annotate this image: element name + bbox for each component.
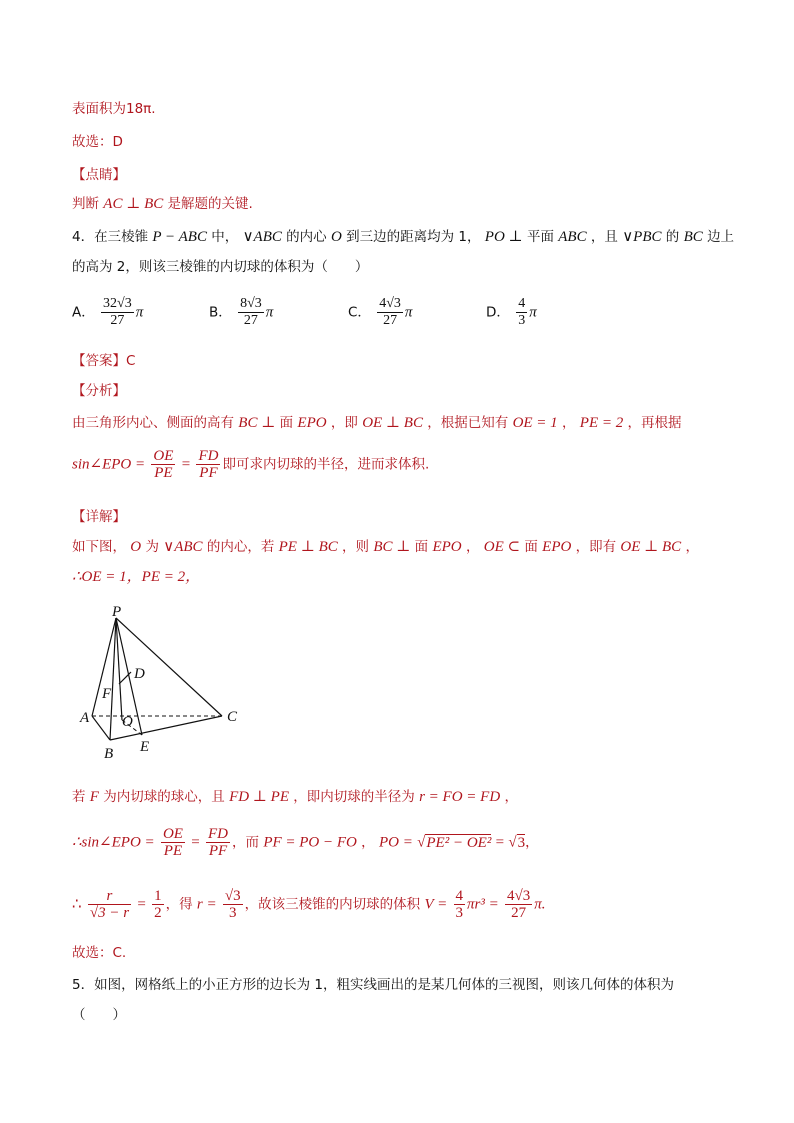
question-4-line-2	[72, 258, 368, 276]
d1-m8: OE ⊥ BC	[620, 539, 682, 555]
d1-t1: 如下图，	[72, 539, 126, 555]
ana-t4: ，根据已知有	[427, 415, 509, 431]
choice-d-text: 故选：D	[72, 134, 123, 150]
option-a-pi: π	[135, 304, 144, 321]
d1-t7: 面	[524, 539, 538, 555]
ana-fd: FD	[198, 448, 219, 464]
select-c-text: 故选：C.	[72, 945, 127, 961]
option-b	[209, 296, 273, 329]
ana-t6: ，再根据	[627, 415, 682, 431]
answer-line	[72, 352, 135, 370]
d4-eq: =	[191, 834, 200, 851]
d4-eq2: =	[495, 834, 505, 851]
kp-text-2: 是解题的关键.	[167, 196, 253, 212]
q4-m4: PO ⊥	[484, 229, 523, 245]
d5-r: r	[88, 888, 131, 905]
pyramid-figure	[76, 606, 246, 766]
label-a: A	[80, 710, 90, 726]
question-5-line-2	[72, 1006, 126, 1024]
q5-paren: （ ）	[72, 1007, 126, 1023]
ana-tail: 即可求内切球的半径，进而求体积.	[222, 456, 430, 473]
d1-t3: 的内心，若	[206, 539, 275, 555]
option-b-num: 8√3	[240, 296, 262, 311]
d5-27: 27	[511, 905, 527, 921]
d2-text: ∴OE = 1，PE = 2，	[72, 569, 201, 585]
surface-area-line	[72, 100, 156, 118]
d1-m3: PE ⊥ BC	[278, 539, 338, 555]
d3-t3: ，即内切球的半径为	[293, 789, 415, 805]
d5-req: r =	[196, 896, 217, 913]
q4-t3: 的内心	[286, 229, 327, 245]
edge-pb	[110, 618, 116, 740]
d3-t2: 为内切球的球心，且	[103, 789, 225, 805]
ana-m1: BC ⊥	[238, 415, 276, 431]
label-c: C	[227, 709, 238, 725]
option-c	[348, 296, 412, 329]
analysis-title: 【分析】	[72, 383, 126, 399]
ana-m5: PE = 2	[579, 415, 624, 431]
d4-t2: ，	[361, 834, 375, 851]
question-4-line-1	[72, 228, 734, 246]
d3-t1: 若	[72, 789, 86, 805]
ana-m2: EPO	[297, 415, 327, 431]
key-point-heading	[72, 166, 126, 184]
ana-m3: OE ⊥ BC	[362, 415, 423, 431]
option-d-den: 3	[518, 313, 526, 328]
d4-oe: OE	[162, 826, 183, 842]
d1-m1: O	[130, 539, 142, 555]
ana-pe: PE	[154, 465, 173, 481]
q4-m5: ABC	[558, 229, 587, 245]
kp-text-1: 判断	[72, 196, 99, 212]
label-e: E	[140, 739, 150, 755]
option-b-pi: π	[265, 304, 274, 321]
d1-m4: BC ⊥	[373, 539, 411, 555]
d4-root: PE² − OE²	[426, 834, 492, 851]
detail-line-2	[72, 568, 200, 586]
ana-t1: 由三角形内心、侧面的高有	[72, 415, 234, 431]
d3-m2: FD ⊥ PE	[229, 789, 289, 805]
label-d: D	[134, 666, 145, 682]
q5-text: 5．如图，网格纸上的小正方形的边长为 1，粗实线画出的是某几何体的三视图，则该几何体的体积为	[72, 977, 674, 993]
ana-t3: ，即	[330, 415, 358, 431]
q4-m2: ∨ABC	[242, 229, 282, 245]
detail-line-3	[72, 788, 518, 806]
d1-m5: EPO	[432, 539, 462, 555]
d5-t2: ，故该三棱锥的内切球的体积	[244, 896, 421, 913]
label-b: B	[104, 746, 114, 762]
d1-t5: 面	[414, 539, 429, 555]
option-a-num: 32√3	[103, 296, 132, 311]
d3-m3: r = FO = FD	[419, 789, 501, 805]
ana-pf: PF	[199, 465, 218, 481]
d4-fd: FD	[208, 826, 229, 842]
ana-m4: OE = 1	[512, 415, 558, 431]
ana-sin: sin∠EPO =	[72, 456, 146, 473]
label-o: O	[122, 714, 133, 730]
option-a-den: 27	[110, 313, 125, 328]
d5-pir3: πr³ =	[467, 896, 499, 913]
q4-t4: 到三边的距离均为 1，	[346, 229, 481, 245]
d4-sin: ∴sin∠EPO =	[72, 834, 155, 851]
option-d-label: D．	[486, 304, 510, 321]
label-p: P	[112, 606, 122, 620]
q4-t8: 边上	[707, 229, 735, 245]
option-d-num: 4	[518, 296, 526, 311]
analysis-line-1	[72, 414, 682, 432]
answer-text: 【答案】C	[72, 353, 136, 369]
d1-t4: ，则	[342, 539, 370, 555]
ana-eq: =	[181, 456, 191, 473]
d4-pf: PF	[208, 843, 228, 859]
option-c-den: 27	[383, 313, 398, 328]
d4-t3: ，	[525, 834, 539, 851]
surface-area-text: 表面积为18π.	[72, 101, 156, 117]
d5-sqrt3-num: 3	[233, 888, 241, 904]
d4-sqrt3: 3	[517, 834, 526, 851]
option-d	[486, 296, 537, 329]
option-c-pi: π	[404, 304, 413, 321]
option-c-label: C．	[348, 304, 371, 321]
d5-v: V =	[424, 896, 448, 913]
q4-m6: ∨PBC	[622, 229, 662, 245]
question-5-line-1	[72, 976, 674, 994]
d1-t8: ，即有	[575, 539, 617, 555]
d1-m6: OE ⊂	[483, 539, 521, 555]
option-d-pi: π	[529, 304, 537, 321]
analysis-heading	[72, 382, 126, 400]
detail-line-1	[72, 538, 699, 556]
option-b-den: 27	[243, 313, 258, 328]
q4-t6: ，且	[590, 229, 618, 245]
d5-t1: ，得	[165, 896, 193, 913]
q4-t5: 平面	[526, 229, 554, 245]
analysis-line-2	[72, 448, 429, 481]
d5-pi: π.	[534, 896, 546, 913]
d1-m2: ∨ABC	[163, 539, 203, 555]
d5-two: 2	[154, 905, 162, 921]
d5-4sqrt3: 4√3	[507, 888, 531, 904]
detail-line-4: ∴sin∠EPO = $\frac{OE}{PE}$ = $\frac{FD}{PF}$ ，而 PF = PO − FO ， PO = √PE² − OE² = √3，	[72, 826, 539, 859]
q4-t2: 中，	[211, 229, 239, 245]
choice-d-line	[72, 133, 123, 151]
q4-m3: O	[330, 229, 342, 245]
d4-pe: PE	[163, 843, 183, 859]
option-b-label: B．	[209, 304, 232, 321]
d5-therefore: ∴	[72, 896, 82, 913]
ana-t5: ，	[561, 415, 576, 431]
d1-m7: EPO	[542, 539, 572, 555]
d4-t1: ，而	[232, 834, 260, 851]
d3-m1: F	[89, 789, 99, 805]
edge-ab	[92, 716, 110, 740]
d5-three2: 3	[455, 905, 464, 921]
select-c-line	[72, 944, 126, 962]
option-c-num: 4√3	[379, 296, 401, 311]
d5-one: 1	[154, 888, 162, 904]
q4-m7: BC	[683, 229, 703, 245]
key-point-title: 【点睛】	[72, 167, 126, 183]
label-f: F	[102, 686, 112, 702]
d5-eq: =	[137, 896, 146, 913]
q4-t1: 4．在三棱锥	[72, 229, 149, 245]
key-point-line	[72, 195, 253, 213]
q4-m1: P − ABC	[152, 229, 207, 245]
ana-oe: OE	[153, 448, 174, 464]
d3-t4: ，	[504, 789, 518, 805]
d5-three: 3	[229, 905, 237, 921]
d4-m1: PF = PO − FO	[263, 834, 357, 851]
detail-heading	[72, 508, 126, 526]
detail-title: 【详解】	[72, 509, 126, 525]
d1-t2: 为	[145, 539, 159, 555]
detail-line-5: ∴ $\frac{r}{√3 - r}$ = $\frac{1}{2}$ ，得 r = $\frac{√3}{3}$ ，故该三棱锥的内切球的体积 V = $\frac{4}{3}$ πr³ = $\frac{4√3}{27}$ π.	[72, 888, 546, 921]
d1-t6: ，	[465, 539, 480, 555]
d1-t9: ，	[685, 539, 699, 555]
edge-pc	[116, 618, 222, 716]
option-a	[72, 296, 143, 329]
d4-m2: PO =	[378, 834, 413, 851]
d5-rden: 3 − r	[98, 905, 130, 921]
option-a-label: A．	[72, 304, 95, 321]
kp-math: AC ⊥ BC	[103, 196, 164, 212]
ana-t2: 面	[279, 415, 294, 431]
q4-t7: 的	[665, 229, 680, 245]
d5-four: 4	[455, 888, 464, 904]
q4-line2-text: 的高为 2，则该三棱锥的内切球的体积为（ ）	[72, 259, 369, 275]
